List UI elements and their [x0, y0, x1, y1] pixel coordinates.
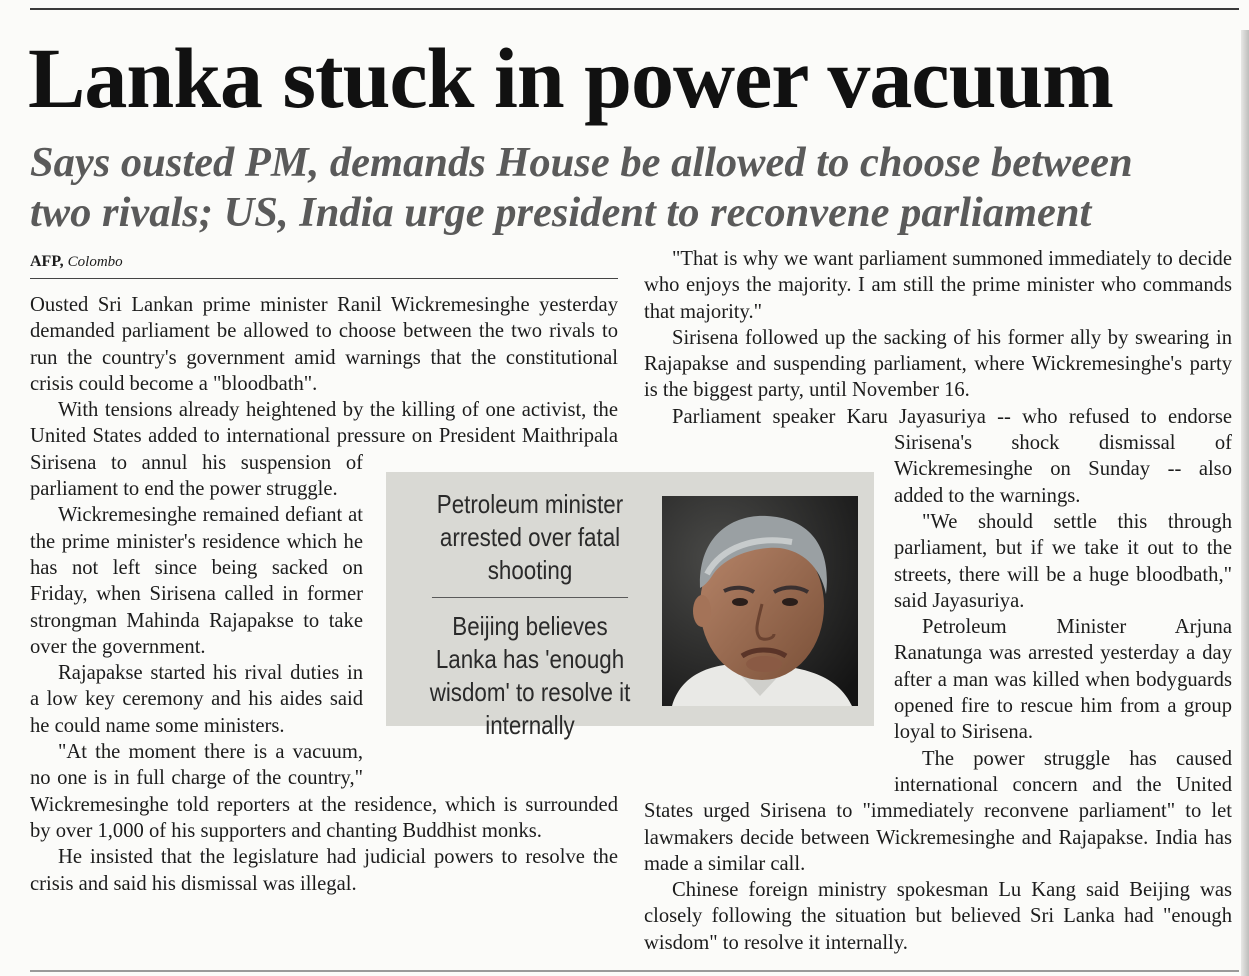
byline-place: Colombo — [67, 254, 123, 270]
portrait-photo — [662, 496, 858, 706]
paragraph: "At the moment there is a vacuum, no one is in full charge of the country," Wickremesinghe told reporters at the residence, which is surrounded by over 1,000 of his supporters and chanting Buddhist monks. — [30, 741, 618, 842]
subheadline — [30, 138, 1230, 238]
byline — [30, 252, 123, 272]
inset-box — [386, 472, 874, 740]
subheadline-line-1: Says ousted PM, demands House be allowed to choose between — [30, 139, 1133, 186]
paragraph: The power struggle has caused international concern and the United States urged Sirisena to "immediately reconvene parliament" to let lawmakers decide between Wickremesinghe and Rajapakse. India has made a similar call. — [644, 747, 1232, 875]
inset-blurb-1: Petroleum minister arrested over fatal shooting — [436, 489, 624, 585]
inset-blurb-2: Beijing believes Lanka has 'enough wisdom' to resolve it internally — [429, 611, 631, 740]
paragraph: Sirisena followed up the sacking of his former ally by swearing in Rajapakse and suspending parliament, where Wickremesinghe's party is the biggest party, until November 16. — [644, 326, 1232, 402]
paragraph: Wickremesinghe remained defiant at the prime minister's residence which he has not left since being sacked on Friday, when Sirisena called in former strongman Mahinda Rajapakse to take over the government. — [30, 504, 363, 658]
inset-divider — [432, 597, 628, 598]
headline: Lanka stuck in power vacuum — [28, 30, 1113, 126]
paragraph: He insisted that the legislature had judicial powers to resolve the crisis and said his dismissal was illegal. — [30, 846, 618, 895]
paragraph: Parliament speaker Karu Jayasuriya -- who refused to endorse Sirisena's shock dismissal of Wickremesinghe on Sunday -- also added to the warnings. — [672, 405, 1232, 507]
portrait-illustration — [662, 496, 858, 706]
byline-agency: AFP, — [30, 253, 64, 270]
top-rule — [30, 8, 1239, 10]
byline-rule — [30, 278, 618, 279]
page-edge — [1241, 30, 1249, 976]
bottom-rule — [30, 970, 1239, 972]
paragraph: "We should settle this through parliament, but if we take it out to the streets, there will be a huge bloodbath," said Jayasuriya. — [894, 510, 1232, 612]
paragraph: Petroleum Minister Arjuna Ranatunga was arrested yesterday a day after a man was killed when bodyguards opened fire to rescue him from a group loyal to Sirisena. — [894, 616, 1232, 744]
paragraph: Chinese foreign ministry spokesman Lu Kang said Beijing was closely following the situation but believed Sri Lanka had "enough wisdom" to resolve it internally. — [644, 879, 1232, 954]
paragraph: Ousted Sri Lankan prime minister Ranil Wickremesinghe yesterday demanded parliament be allowed to choose between the two rivals to run the country's government amid warnings that the constitutional crisis could become a "bloodbath". — [30, 294, 618, 395]
paragraph: "That is why we want parliament summoned immediately to decide who enjoys the majority. I am still the prime minister who commands that majority." — [644, 248, 1232, 323]
paragraph: Rajapakse started his rival duties in a low key ceremony and his aides said he could name some ministers. — [30, 662, 363, 737]
paragraph: With tensions already heightened by the killing of one activist, the United States added to international pressure on President Maithripala Sirisena to annul his suspension of parliament to end the power struggle. — [30, 399, 618, 501]
inset-blurbs — [420, 488, 640, 742]
subheadline-line-2: two rivals; US, India urge president to reconvene parliament — [30, 189, 1092, 236]
